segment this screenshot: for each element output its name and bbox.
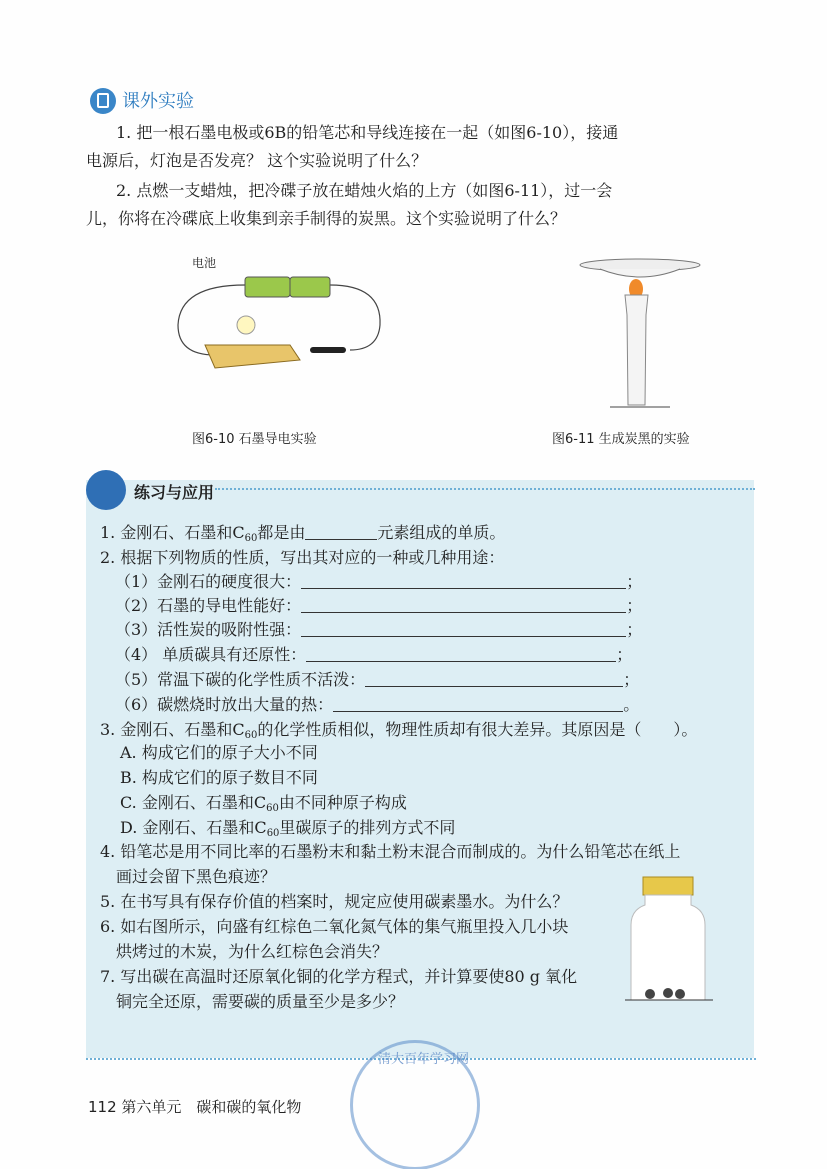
q1-blank[interactable] — [305, 523, 377, 540]
q3-option-c: C. 金刚石、石墨和$C_{60}$由不同种原子构成 — [120, 793, 407, 814]
answer-blank[interactable] — [333, 695, 623, 712]
q6-line1: 6. 如右图所示，向盛有红棕色二氧化氮气体的集气瓶里投入几小块 — [100, 917, 569, 936]
q5: 5. 在书写具有保存价值的档案时，规定应使用碳素墨水。为什么？ — [100, 892, 569, 911]
q2-item: （5）常温下碳的化学性质不活泼： ； — [115, 670, 640, 689]
dotted-divider — [215, 488, 755, 490]
q4-line2: 画过会留下黑色痕迹？ — [116, 867, 277, 886]
page-footer — [88, 1096, 301, 1117]
experiment-title: 课外实验 — [122, 91, 194, 112]
q3-option-b: B. 构成它们的原子数目不同 — [120, 768, 318, 787]
q2: 2. 根据下列物质的性质，写出其对应的一种或几种用途： — [100, 548, 505, 567]
exercise-icon — [86, 470, 126, 510]
q4-line1: 4. 铅笔芯是用不同比率的石墨粉末和黏土粉末混合而制成的。为什么铅笔芯在纸上 — [100, 842, 681, 861]
q2-item: （2）石墨的导电性能好： ； — [115, 596, 643, 615]
gas-jar-figure — [625, 875, 715, 1010]
battery-label: 电池 — [192, 256, 217, 270]
answer-blank[interactable] — [301, 596, 626, 613]
answer-blank[interactable] — [365, 670, 623, 687]
q2-item: （3）活性炭的吸附性强： ； — [115, 620, 643, 639]
chapter-title: 第六单元 碳和碳的氧化物 — [121, 1098, 302, 1116]
q2-item: （4） 单质碳具有还原性： ； — [115, 645, 633, 664]
q7-line1: 7. 写出碳在高温时还原氧化铜的化学方程式，并计算要使80 g 氧化 — [100, 967, 578, 986]
q3-option-a: A. 构成它们的原子大小不同 — [120, 743, 318, 762]
exp-p2-line1: 2. 点燃一支蜡烛，把冷碟子放在蜡烛火焰的上方（如图6-11），过一会 — [116, 181, 613, 200]
q6-line2: 烘烤过的木炭，为什么红棕色会消失？ — [116, 942, 389, 961]
exp-p1-line2: 电源后，灯泡是否发亮？ 这个实验说明了什么？ — [86, 151, 428, 170]
q2-item: （6）碳燃烧时放出大量的热： 。 — [115, 695, 640, 714]
q2-item: （1）金刚石的硬度很大： ； — [115, 572, 643, 591]
graphite-circuit-figure — [170, 250, 390, 400]
q1: 1. 金刚石、石墨和$C_{60}$都是由 元素组成的单质。 — [100, 523, 506, 544]
fig2-caption: 图6-11 生成炭黑的实验 — [552, 432, 690, 447]
watermark-text: 清大百年学习网 — [378, 1052, 470, 1067]
exp-p1-line1: 1. 把一根石墨电极或6B的铅笔芯和导线连接在一起（如图6-10），接通 — [116, 123, 619, 142]
answer-blank[interactable] — [301, 620, 626, 637]
q3-option-d: D. 金刚石、石墨和$C_{60}$里碳原子的排列方式不同 — [120, 818, 456, 839]
q3: 3. 金刚石、石墨和$C_{60}$的化学性质相似，物理性质却有很大差异。其原因是（ ）。 — [100, 720, 698, 741]
page-number: 112 — [88, 1098, 117, 1116]
fig1-caption: 图6-10 石墨导电实验 — [192, 432, 317, 447]
exp-p2-line2: 儿，你将在冷碟底上收集到亲手制得的炭黑。这个实验说明了什么？ — [86, 209, 567, 228]
answer-blank[interactable] — [301, 572, 626, 589]
exercise-title: 练习与应用 — [134, 483, 215, 502]
candle-figure — [570, 255, 720, 415]
q7-line2: 铜完全还原，需要碳的质量至少是多少？ — [116, 992, 405, 1011]
experiment-icon — [90, 88, 116, 114]
answer-blank[interactable] — [306, 645, 616, 662]
